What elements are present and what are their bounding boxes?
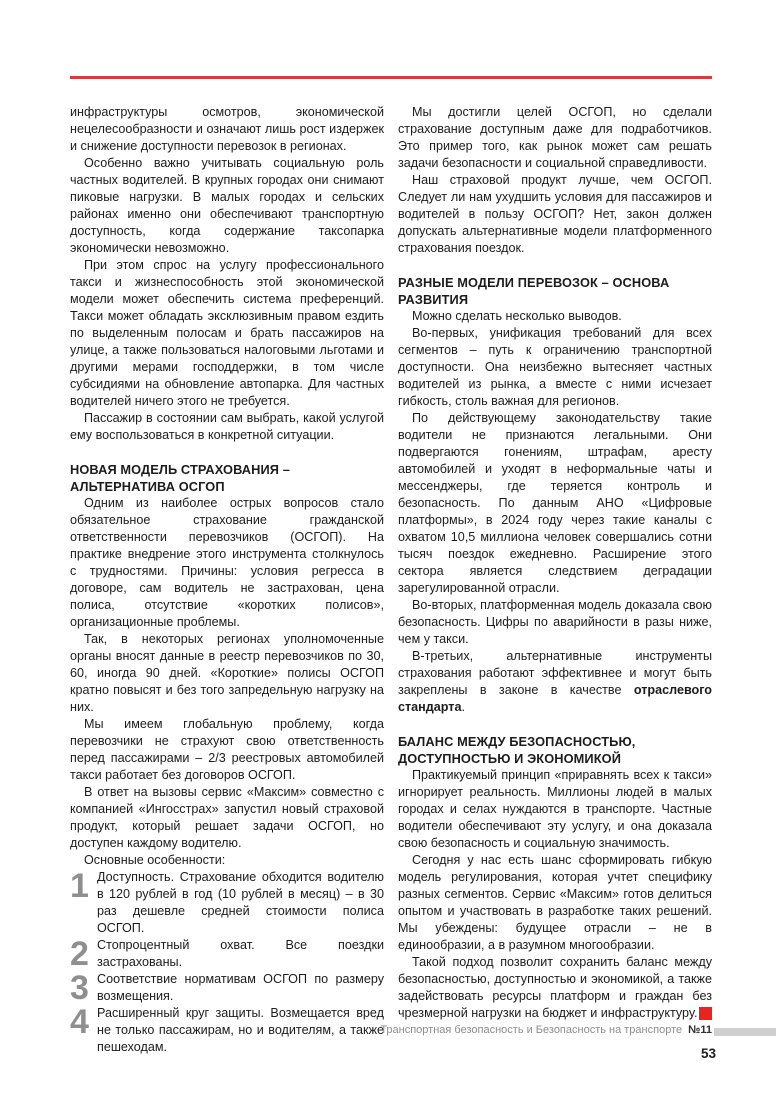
list-item: [70, 869, 384, 937]
paragraph: Сегодня у нас есть шанс сформировать гибкую модель регулирования, которая учтет специфику разных сегментов. Сервис «Максим» готов делиться опытом и участвовать в разработке таких решений. Мы убеждены: будущее отрасли – не в единообразии, а в разумном многообразии.: [398, 853, 712, 952]
paragraph: Наш страховой продукт лучше, чем ОСГОП. Следует ли нам ухудшить условия для пассажиров и водителей в пользу ОСГОП? Нет, закон должен допускать альтернативные модели платформенного страхования поездок.: [398, 173, 712, 255]
footer-bar: [714, 1028, 776, 1036]
list-number: 4: [70, 1003, 89, 1041]
paragraph: В ответ на вызовы сервис «Максим» совместно с компанией «Ингосстрах» запустил новый страховой продукт, который решает задачи ОСГОП, но доступен каждому водителю.: [70, 785, 384, 850]
paragraph: Так, в некоторых регионах уполномоченные органы вносят данные в реестр перевозчиков по 30, 60, иногда 90 дней. «Короткие» полисы ОСГОП кратно повысят и без того запредельную нагрузку на них.: [70, 632, 384, 714]
paragraph: При этом спрос на услугу профессионального такси и жизнеспособность этой экономической модели может обеспечить система преференций. Такси может обладать эксклюзивным правом ездить по выделенным полосам и брать пассажиров на улице, а также пользоваться налоговыми льготами и другими мерами господдержки, в том числе субсидиями на обновление автопарка. Для частных водителей ничего этого не требуется.: [70, 258, 384, 408]
list-number: 3: [70, 969, 89, 1007]
paragraph: Можно сделать несколько выводов.: [412, 309, 622, 323]
paragraph: Во-вторых, платформенная модель доказала свою безопасность. Цифры по аварийности в разы ниже, чем у такси.: [398, 598, 712, 646]
list-item-text: Стопроцентный охват. Все поездки застрахованы.: [97, 938, 384, 969]
paragraph: Во-первых, унификация требований для всех сегментов – путь к ограничению транспортной доступности. Она неизбежно вытесняет частных водителей из рынка, а вместе с ними исчезает гибкость, столь важная для регионов.: [398, 326, 712, 408]
list-number: 2: [70, 935, 89, 973]
paragraph: Мы имеем глобальную проблему, когда перевозчики не страхуют свою ответственность перед пассажирами – 2/3 реестровых автомобилей такси работает без договоров ОСГОП.: [70, 717, 384, 782]
list-item: [70, 971, 384, 1005]
list-item-text: Доступность. Страхование обходится водителю в 120 рублей в год (10 рублей в месяц) – в 30 раз дешевле средней стоимости полиса ОСГОП.: [97, 870, 384, 935]
paragraph: Мы достигли целей ОСГОП, но сделали страхование доступным даже для подработчиков. Это пример того, как рынок может сам решать задачи безопасности и социальной справедливости.: [398, 105, 712, 170]
issue-number: №11: [688, 1024, 712, 1036]
page-number: 53: [700, 1046, 716, 1061]
paragraph: Особенно важно учитывать социальную роль частных водителей. В крупных городах они снимают пиковые нагрузки. В малых городах и сельских районах именно они обеспечивают транспортную доступность, когда содержание таксопарка экономически невозможно.: [70, 156, 384, 255]
list-item: [70, 937, 384, 971]
paragraph: Практикуемый принцип «приравнять всех к такси» игнорирует реальность. Миллионы людей в малых городах и селах нуждаются в транспорте. Частные водители обеспечивают эту услугу, и она доказала свою безопасность и социальную значимость.: [398, 768, 712, 850]
paragraph: Основные особенности:: [84, 853, 226, 867]
article-end-marker: [699, 1007, 712, 1020]
list-item-text: Соответствие нормативам ОСГОП по размеру возмещения.: [97, 972, 384, 1003]
text-run: .: [461, 700, 465, 714]
paragraph: Пассажир в состоянии сам выбрать, какой услугой ему воспользоваться в конкретной ситуации.: [70, 411, 384, 442]
section-heading: РАЗНЫЕ МОДЕЛИ ПЕРЕВОЗОК – ОСНОВА РАЗВИТИЯ: [398, 275, 670, 307]
section-heading: НОВАЯ МОДЕЛЬ СТРАХОВАНИЯ – АЛЬТЕРНАТИВА ОСГОП: [70, 462, 290, 494]
paragraph: инфраструктуры осмотров, экономической нецелесообразности и означают лишь рост издержек и снижение доступности перевозок в регионах.: [70, 105, 384, 153]
section-heading: БАЛАНС МЕЖДУ БЕЗОПАСНОСТЬЮ, ДОСТУПНОСТЬЮ И ЭКОНОМИКОЙ: [398, 734, 636, 766]
right-column: [398, 104, 712, 1056]
paragraph: Такой подход позволит сохранить баланс между безопасностью, доступностью и экономикой, а также задействовать ресурсы платформ и граждан без чрезмерной нагрузки на бюджет и инфраструктуру.: [398, 955, 712, 1020]
left-column: [70, 104, 384, 1056]
journal-title: Транспортная безопасность и Безопасность на транспорте: [380, 1024, 683, 1036]
bold-text: отраслевого стандарта: [398, 683, 712, 714]
list-item-text: Расширенный круг защиты. Возмещается вред не только пассажирам, но и водителям, а также пешеходам.: [97, 1006, 384, 1054]
paragraph: По действующему законодательству такие водители не признаются легальными. Они подвергаются гонениям, штрафам, аресту автомобилей и уходят в неформальные чаты и мессенджеры, где теряется контроль и безопасность. По данным АНО «Цифровые платформы», в 2024 году через такие каналы с охватом 10,5 миллиона человек совершались сотни тысяч поездок ежедневно. Расширение этого сектора является следствием деградации зарегулированной отрасли.: [398, 411, 712, 595]
list-number: 1: [70, 867, 89, 905]
page-footer: [0, 1024, 712, 1036]
article-body: [70, 104, 712, 1056]
top-rule-red: [70, 76, 712, 79]
paragraph: Одним из наиболее острых вопросов стало обязательное страхование гражданской ответственности перевозчиков (ОСГОП). На практике внедрение этого инструмента столкнулось с трудностями. Причины: условия регресса в договоре, сам водитель не застрахован, цена полиса, отсутствие «коротких полисов», организационные проблемы.: [70, 496, 384, 629]
paragraph: [398, 648, 712, 716]
text-run: В-третьих, альтернативные инструменты страхования работают эффективнее и могут быть закреплены в законе в качестве: [398, 649, 712, 697]
